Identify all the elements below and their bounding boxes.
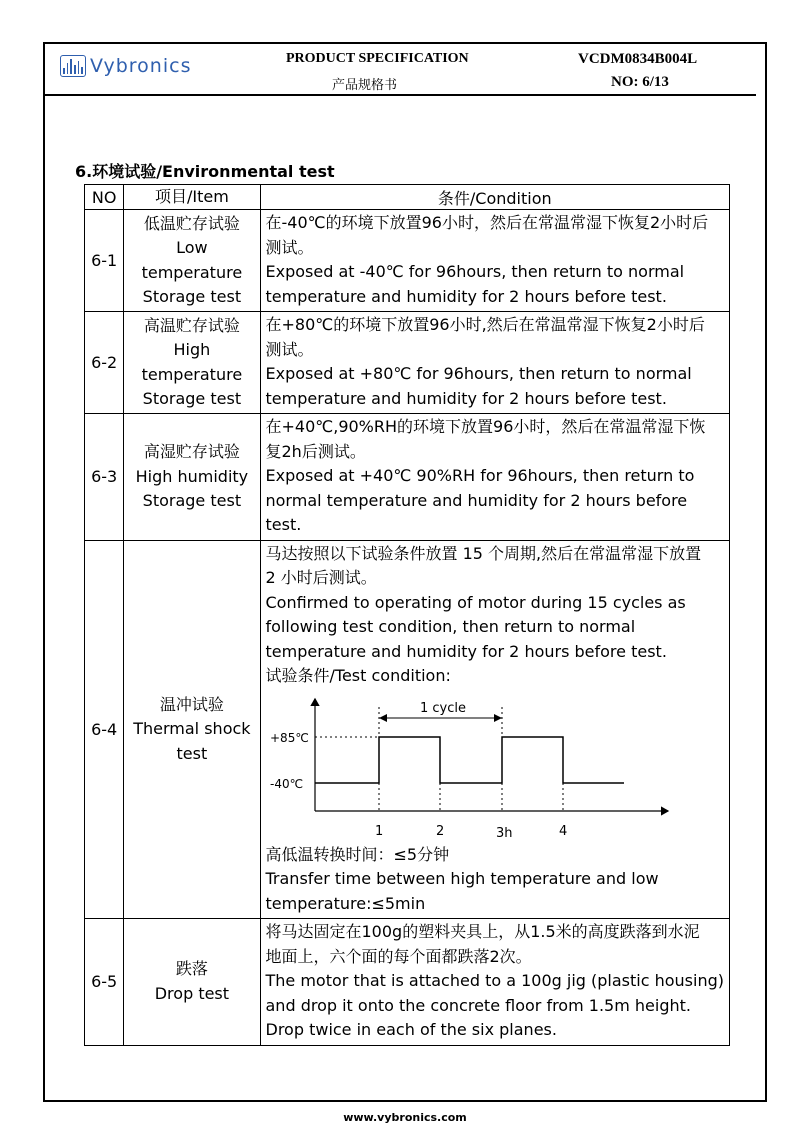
item-line: Storage test	[142, 389, 242, 408]
condition-line: and drop it onto the concrete floor from 1.5m height.	[265, 995, 691, 1015]
row-condition	[260, 414, 730, 541]
condition-line: normal temperature and humidity for 2 hours before	[265, 490, 688, 510]
item-line: High humidity	[135, 466, 249, 486]
table-row	[85, 210, 730, 312]
item-line: Storage test	[142, 491, 242, 510]
item-line: 高湿贮存试验	[143, 442, 240, 461]
condition-line: Confirmed to operating of motor during 15 cycles as	[265, 592, 686, 612]
row-no: 6-3	[85, 414, 124, 541]
row-condition	[260, 540, 730, 919]
condition-line: following test condition, then return to normal	[265, 617, 636, 636]
header-item: 项目/Item	[124, 185, 260, 210]
row-no: 6-2	[85, 312, 124, 414]
condition-line: Exposed at +80℃ for 96hours, then return to normal	[265, 364, 692, 383]
high-temp-label: +85℃	[269, 730, 309, 745]
item-line: High	[173, 340, 211, 359]
condition-line: 马达按照以下试验条件放置 15 个周期,然后在常温常湿下放置	[265, 543, 702, 563]
header-condition: 条件/Condition	[260, 185, 730, 210]
condition-line: 测试。	[265, 237, 314, 257]
condition-line: temperature:≤5min	[265, 893, 426, 913]
item-line: 低温贮存试验	[143, 213, 240, 233]
footer-url[interactable]: www.vybronics.com	[343, 1111, 467, 1124]
row-condition	[260, 210, 730, 312]
x-tick-label: 2	[435, 823, 444, 839]
row-item	[124, 540, 260, 919]
row-condition	[260, 312, 730, 414]
doc-title: PRODUCT SPECIFICATION	[286, 51, 469, 66]
cycle-arrow-right-head	[494, 714, 502, 722]
header-divider	[43, 94, 756, 96]
row-item	[124, 919, 260, 1046]
doc-code: VCDM0834B004L	[578, 51, 698, 67]
table-row	[85, 414, 730, 541]
section-title: 6.环境试验/Environmental test	[75, 162, 335, 181]
condition-line: 2 小时后测试。	[265, 568, 377, 587]
item-line: Drop test	[154, 983, 230, 1003]
item-line: temperature	[141, 364, 243, 384]
row-item	[124, 210, 260, 312]
table-row	[85, 540, 730, 919]
item-line: 温冲试验	[159, 694, 224, 714]
cycle-label: 1 cycle	[419, 700, 466, 716]
item-line: Storage test	[142, 287, 242, 306]
condition-line: The motor that is attached to a 100g jig (plastic housing)	[265, 971, 724, 990]
x-tick-label: 3h	[495, 825, 513, 841]
table-row	[85, 312, 730, 414]
environmental-test-table	[84, 184, 730, 1046]
x-tick-label: 1	[374, 823, 383, 839]
condition-line: 测试。	[265, 339, 314, 359]
row-no: 6-5	[85, 919, 124, 1046]
row-condition	[260, 919, 730, 1046]
thermal-shock-cycle-diagram	[266, 693, 686, 841]
condition-line: test.	[265, 515, 302, 534]
item-line: temperature	[141, 262, 243, 282]
item-line: test	[176, 743, 208, 763]
row-item	[124, 414, 260, 541]
logo-text: Vybronics	[90, 55, 192, 77]
doc-title-cn: 产品规格书	[332, 78, 398, 93]
header-no: NO	[85, 185, 124, 210]
company-logo	[60, 55, 191, 77]
table-row	[85, 919, 730, 1046]
item-line: 高温贮存试验	[143, 315, 240, 335]
cycle-arrow-left-head	[379, 714, 387, 722]
row-no: 6-4	[85, 540, 124, 919]
item-line: 跌落	[175, 959, 208, 979]
table-header-row	[85, 185, 730, 210]
condition-line: 在-40℃的环境下放置96小时，然后在常温常湿下恢复2小时后	[265, 213, 709, 232]
condition-line: 复2h后测试。	[265, 441, 366, 461]
condition-line: 在+80℃的环境下放置96小时,然后在常温常湿下恢复2小时后	[265, 315, 705, 334]
low-temp-label: -40℃	[269, 776, 303, 791]
condition-line: Drop twice in each of the six planes.	[265, 1020, 557, 1039]
page-number: NO: 6/13	[611, 74, 669, 90]
condition-line: Exposed at -40℃ for 96hours, then return to normal	[265, 262, 685, 281]
row-no: 6-1	[85, 210, 124, 312]
condition-line: 在+40℃,90%RH的环境下放置96小时，然后在常温常湿下恢	[265, 417, 706, 436]
temperature-waveform	[315, 737, 624, 783]
condition-line: temperature and humidity for 2 hours before test.	[265, 388, 667, 408]
logo-mark-icon	[60, 55, 86, 77]
condition-line: Exposed at +40℃ 90%RH for 96hours, then return to	[265, 466, 695, 485]
x-tick-label: 4	[558, 823, 567, 839]
condition-line: 高低温转换时间：≤5分钟	[265, 844, 450, 864]
condition-line: temperature and humidity for 2 hours before test.	[265, 641, 667, 661]
condition-line: Transfer time between high temperature and low	[265, 869, 659, 888]
condition-line: 将马达固定在100g的塑料夹具上，从1.5米的高度跌落到水泥	[265, 922, 700, 941]
condition-line: 地面上，六个面的每个面都跌落2次。	[265, 946, 532, 966]
item-line: Low	[176, 238, 208, 257]
item-line: Thermal shock	[133, 719, 251, 738]
condition-line: temperature and humidity for 2 hours before test.	[265, 286, 667, 306]
row-item	[124, 312, 260, 414]
condition-line: 试验条件/Test condition:	[265, 666, 451, 685]
